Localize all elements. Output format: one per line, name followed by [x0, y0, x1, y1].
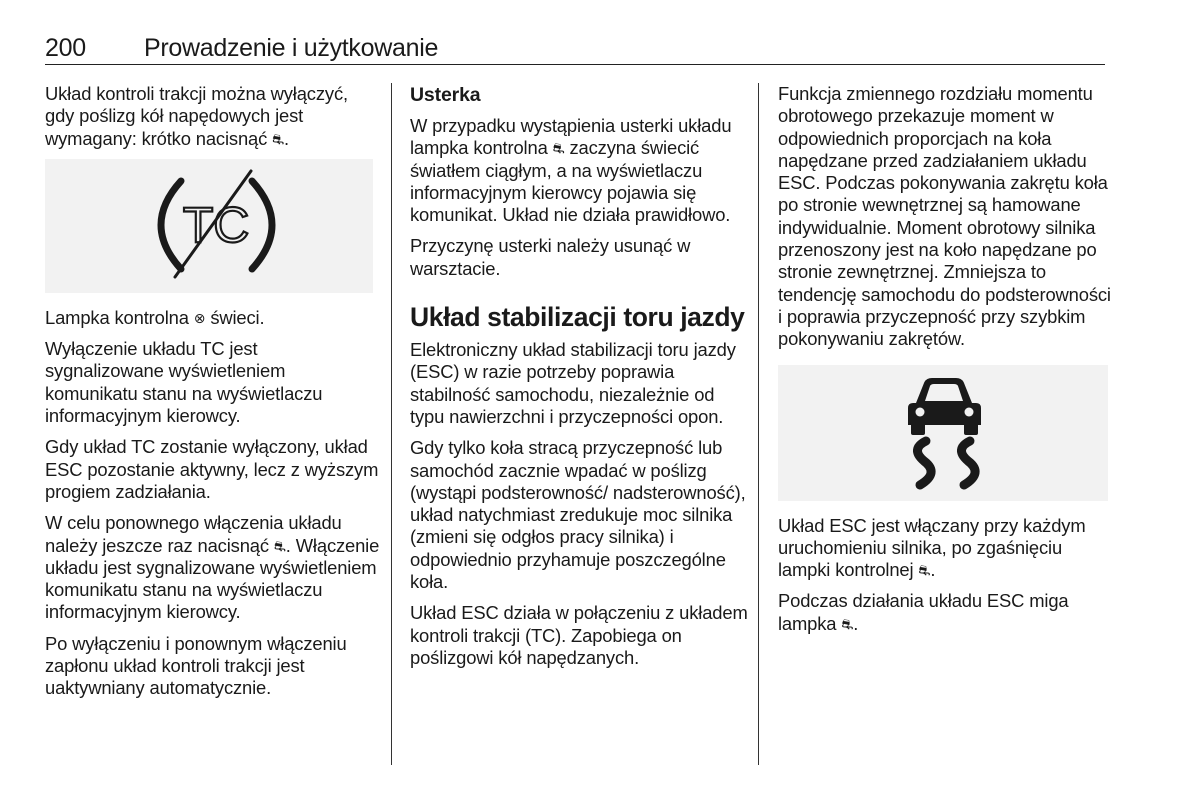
text: . Włączenie układu jest sygnalizowane wyświetleniem komunikatu stanu na wyświetlaczu informacyjnym kierowcy.	[45, 534, 380, 623]
section-title: Układ stabilizacji toru jazdy	[410, 302, 745, 333]
traction-control-off-icon	[45, 159, 373, 293]
paragraph	[45, 307, 380, 329]
text: zaczyna świecić światłem ciągłym, a na wyświetlaczu informacyjnym kierowcy pojawia się komunikat. Układ nie działa prawidłowo.	[410, 137, 731, 226]
page-number: 200	[45, 34, 86, 62]
paragraph	[45, 512, 380, 623]
esc-warning-figure	[778, 365, 1108, 501]
paragraph	[778, 590, 1118, 635]
esc-skid-car-icon: ⛐	[273, 537, 286, 554]
subheading: Usterka	[410, 84, 481, 106]
text: świeci.	[205, 306, 265, 328]
esc-skid-car-icon: ⛐	[552, 140, 565, 157]
esc-skid-car-icon: ⛐	[841, 615, 854, 632]
column-2	[410, 83, 750, 678]
paragraph	[410, 115, 750, 226]
paragraph: Elektroniczny układ stabilizacji toru jazdy (ESC) w razie potrzeby poprawia stabilność samochodu, niezależnie od typu nawierzchni i przyczepności opon.	[410, 339, 736, 427]
tc-icon-label: TC	[182, 196, 250, 253]
column-divider	[391, 83, 392, 765]
text: W przypadku wystąpienia usterki układu lampka kontrolna	[410, 115, 732, 159]
paragraph: Przyczynę usterki należy usunąć w warsztacie.	[410, 235, 691, 279]
column-3	[778, 83, 1118, 644]
text: Podczas działania układu ESC miga lampka	[778, 590, 1069, 634]
paragraph: Gdy układ TC zostanie wyłączony, układ ESC pozostanie aktywny, lecz z wyższym progiem zadziałania.	[45, 436, 379, 502]
page-header	[45, 28, 1105, 65]
column-1	[45, 83, 380, 709]
text: .	[930, 559, 936, 581]
column-divider	[758, 83, 759, 765]
paragraph: Po wyłączeniu i ponownym włączeniu zapłonu układ kontroli trakcji jest uaktywniany automatycznie.	[45, 632, 347, 699]
text: Układ ESC jest włączany przy każdym uruchomieniu silnika, po zgaśnięciu lampki kontrolnej	[778, 514, 1086, 581]
esc-skid-car-icon	[778, 365, 1108, 501]
paragraph: Wyłączenie układu TC jest sygnalizowane wyświetleniem komunikatu stanu na wyświetlaczu informacyjnym kierowcy.	[45, 338, 323, 427]
text: .	[853, 612, 859, 634]
paragraph	[45, 83, 380, 150]
text: .	[284, 127, 290, 149]
text: Lampka kontrolna	[45, 306, 194, 328]
text: W celu ponownego włączenia układu należy jeszcze raz nacisnąć	[45, 512, 342, 556]
paragraph: Gdy tylko koła stracą przyczepność lub samochód zacznie wpadać w poślizg (wystąpi podsterowność/ nadsterowność), układ natychmiast zredukuje moc silnika (zmieni się odgłos pracy silnika) i odpowiednio przyhamuje poszczególne koła.	[410, 437, 746, 593]
traction-control-off-icon: ⊗	[193, 309, 206, 326]
paragraph: Funkcja zmiennego rozdziału momentu obrotowego przekazuje moment w odpowiednich proporcjach na koła napędzane przed zadziałaniem układu ESC. Podczas pokonywania zakrętu koła po stronie wewnętrznej są hamowane indywidualnie. Moment obrotowy silnika przenoszony jest na koło napędzane po stronie zewnętrznej. Zmniejsza to tendencję samochodu do podsterowności i poprawia przyczepność przy szybkim pokonywaniu zakrętów.	[778, 83, 1111, 350]
page-title: Prowadzenie i użytkowanie	[144, 34, 439, 62]
esc-skid-car-icon: ⛐	[272, 130, 285, 147]
text: Układ kontroli trakcji można wyłączyć, gdy poślizg kół napędowych jest wymagany: krótko nacisnąć	[45, 83, 348, 149]
tc-off-warning-figure	[45, 159, 373, 293]
paragraph	[778, 515, 1118, 582]
esc-skid-car-icon: ⛐	[918, 562, 931, 579]
paragraph: Układ ESC działa w połączeniu z układem kontroli trakcji (TC). Zapobiega on poślizgowi kół napędzanych.	[410, 602, 748, 668]
